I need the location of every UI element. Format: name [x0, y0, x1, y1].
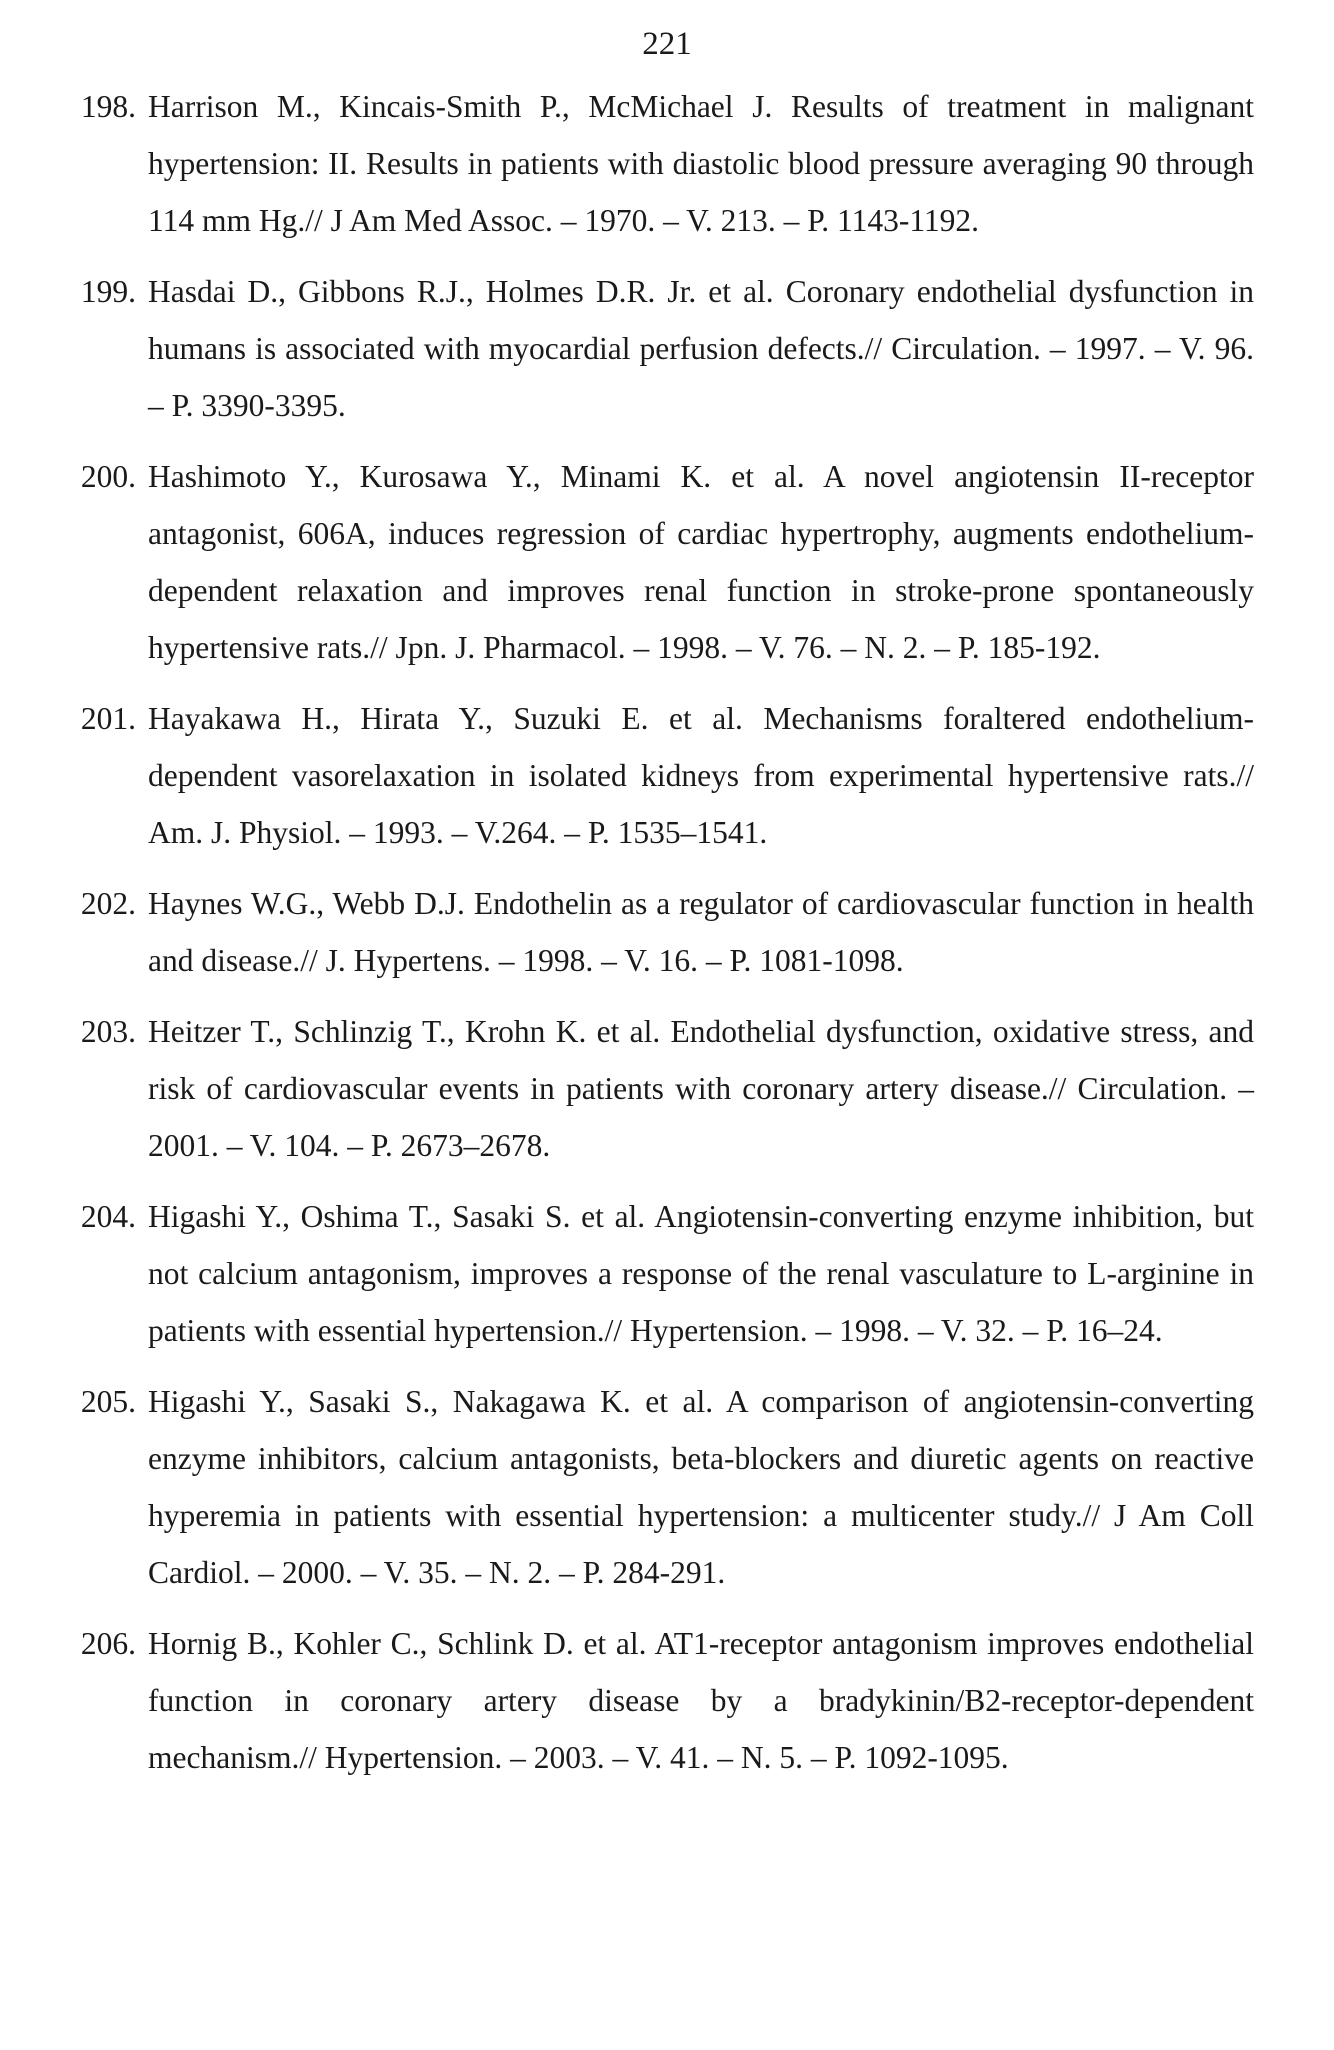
reference-number: 204. — [80, 1199, 136, 1234]
reference-list — [80, 78, 1254, 1800]
reference-item — [80, 875, 1254, 989]
reference-item — [80, 263, 1254, 434]
reference-item — [80, 1003, 1254, 1174]
reference-text: Harrison M., Kincais-Smith P., McMichael J. Results of treatment in malignant hypertension: II. Results in patients with diastolic blood pressure averaging 90 through 114 mm Hg.// J Am Med Assoc. – 1970. – V. 213. – P. 1143-1192. — [148, 89, 1254, 238]
reference-item — [80, 1615, 1254, 1786]
reference-number: 201. — [80, 701, 136, 736]
reference-number: 200. — [80, 459, 136, 494]
reference-text: Haynes W.G., Webb D.J. Endothelin as a regulator of cardiovascular function in health and disease.// J. Hypertens. – 1998. – V. 16. – P. 1081-1098. — [148, 886, 1254, 978]
reference-number: 203. — [80, 1014, 136, 1049]
reference-text: Heitzer T., Schlinzig T., Krohn K. et al. Endothelial dysfunction, oxidative stress, and risk of cardiovascular events in patients with coronary artery disease.// Circulation. – 2001. – V. 104. – P. 2673–2678. — [148, 1014, 1254, 1163]
reference-text: Hayakawa H., Hirata Y., Suzuki E. et al. Mechanisms foraltered endothelium-dependent vasorelaxation in isolated kidneys from experimental hypertensive rats.// Am. J. Physiol. – 1993. – V.264. – P. 1535–1541. — [148, 701, 1254, 850]
reference-number: 206. — [80, 1626, 136, 1661]
reference-text: Hashimoto Y., Kurosawa Y., Minami K. et al. A novel angiotensin II-receptor antagonist, 606A, induces regression of cardiac hypertrophy, augments endothelium-dependent relaxation and improves renal function in stroke-prone spontaneously hypertensive rats.// Jpn. J. Pharmacol. – 1998. – V. 76. – N. 2. – P. 185-192. — [148, 459, 1254, 665]
reference-item — [80, 448, 1254, 676]
reference-item — [80, 1373, 1254, 1601]
reference-item — [80, 78, 1254, 249]
reference-number: 205. — [80, 1384, 136, 1419]
page-number: 221 — [642, 26, 692, 62]
reference-number: 202. — [80, 886, 136, 921]
reference-number: 198. — [80, 89, 136, 124]
reference-text: Hornig B., Kohler C., Schlink D. et al. AT1-receptor antagonism improves endothelial function in coronary artery disease by a bradykinin/B2-receptor-dependent mechanism.// Hypertension. – 2003. – V. 41. – N. 5. – P. 1092-1095. — [148, 1626, 1254, 1775]
reference-item — [80, 1188, 1254, 1359]
reference-text: Higashi Y., Oshima T., Sasaki S. et al. Angiotensin-converting enzyme inhibition, but not calcium antagonism, improves a response of the renal vasculature to L-arginine in patients with essential hypertension.// Hypertension. – 1998. – V. 32. – P. 16–24. — [148, 1199, 1254, 1348]
reference-item — [80, 690, 1254, 861]
reference-number: 199. — [80, 274, 136, 309]
reference-text: Hasdai D., Gibbons R.J., Holmes D.R. Jr. et al. Coronary endothelial dysfunction in humans is associated with myocardial perfusion defects.// Circulation. – 1997. – V. 96. – P. 3390-3395. — [148, 274, 1254, 423]
reference-text: Higashi Y., Sasaki S., Nakagawa K. et al. A comparison of angiotensin-converting enzyme inhibitors, calcium antagonists, beta-blockers and diuretic agents on reactive hyperemia in patients with essential hypertension: a multicenter study.// J Am Coll Cardiol. – 2000. – V. 35. – N. 2. – P. 284-291. — [148, 1384, 1254, 1590]
